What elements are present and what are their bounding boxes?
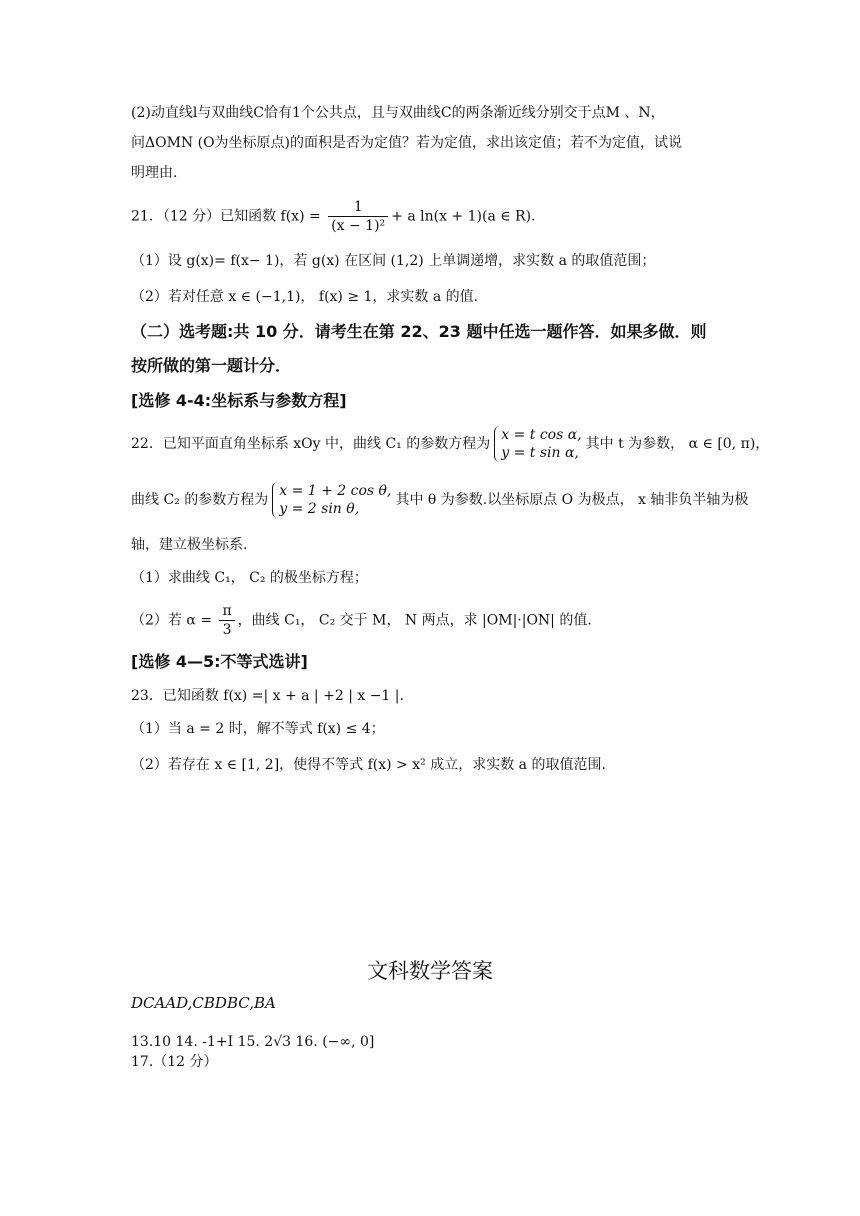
q22-system1: [494, 426, 581, 462]
q22-part2-fraction: [219, 602, 234, 639]
section2-line2: 按所做的第一题计分．: [131, 356, 292, 375]
q21-frac-den: (x − 1)²: [331, 218, 386, 234]
q23-part2: （2）若存在 x ∈ [1, 2]，使得不等式 f(x) > x² 成立，求实数 a 的取值范围.: [131, 757, 606, 773]
q21-head: 21．（12 分）已知函数 f(x) =: [131, 208, 326, 225]
elective45-heading: [选修 4—5:不等式选讲]: [131, 652, 308, 671]
section2-line1: （二）选考题:共 10 分．请考生在第 22、23 题中任选一题作答．如果多做．则: [131, 322, 707, 341]
q20-part2-line3: 明理由.: [131, 165, 178, 181]
q22-sys2-b: y = 2 sin θ,: [279, 501, 360, 517]
q22-line3: 轴，建立极坐标系.: [131, 537, 248, 553]
answers-fill: 13.10 14. -1+I 15. 2√3 16. (−∞, 0]: [131, 1034, 375, 1050]
q22-tail1: 其中 t 为参数， α ∈ [0, π)，: [585, 436, 770, 452]
q21-part1: （1）设 g(x)= f(x− 1)，若 g(x) 在区间 (1,2) 上单调递增，求实数 a 的取值范围；: [131, 253, 656, 269]
q21-stem: [131, 198, 536, 235]
elective44-heading: [选修 4-4:坐标系与参数方程]: [131, 391, 347, 410]
answers-q17: 17.（12 分）: [131, 1054, 218, 1070]
q22-part2-frac-den: 3: [222, 622, 232, 638]
q21-frac-num: 1: [328, 198, 388, 217]
answers-title: 文科数学答案: [367, 959, 493, 983]
q22-line2: [131, 480, 748, 520]
q22-sys1-a: x = t cos α,: [501, 427, 582, 443]
q20-part2-line1: (2)动直线l与双曲线C恰有1个公共点，且与双曲线C的两条渐近线分别交于点M 、N，: [131, 105, 665, 121]
q22-part2-tail: ，曲线 C₁， C₂ 交于 M， N 两点，求 |OM|·|ON| 的值.: [237, 612, 592, 629]
q22-sys1-b: y = t sin α,: [501, 445, 579, 461]
q20-part2-line2: 问ΔOMN (O为坐标原点)的面积是否为定值？若为定值，求出该定值；若不为定值，试说: [131, 135, 683, 151]
q23-head: 23．已知函数 f(x) =| x + a | +2 | x −1 |.: [131, 688, 404, 704]
q23-part1: （1）当 a = 2 时，解不等式 f(x) ≤ 4；: [131, 721, 385, 737]
q22-head2: 曲线 C₂ 的参数方程为: [131, 492, 269, 508]
q22-tail2: 其中 θ 为参数.以坐标原点 O 为极点， x 轴非负半轴为极: [395, 492, 749, 508]
q22-head: 22．已知平面直角坐标系 xOy 中，曲线 C₁ 的参数方程为: [131, 436, 491, 452]
answers-choice: DCAAD,CBDBC,BA: [131, 994, 276, 1012]
q21-tail: + a ln(x + 1)(a ∈ R).: [391, 208, 536, 225]
q22-system2: [272, 482, 391, 518]
q22-part1: （1）求曲线 C₁， C₂ 的极坐标方程；: [131, 570, 368, 586]
q22-sys2-a: x = 1 + 2 cos θ,: [279, 483, 392, 499]
q21-part2: （2）若对任意 x ∈ (−1,1)， f(x) ≥ 1，求实数 a 的值.: [131, 289, 479, 305]
q22-stem: [131, 424, 769, 464]
q22-part2: [131, 602, 592, 639]
q22-part2-frac-num: π: [219, 602, 234, 621]
q21-fraction: [328, 198, 388, 235]
q22-part2-head: （2）若 α =: [131, 612, 217, 629]
